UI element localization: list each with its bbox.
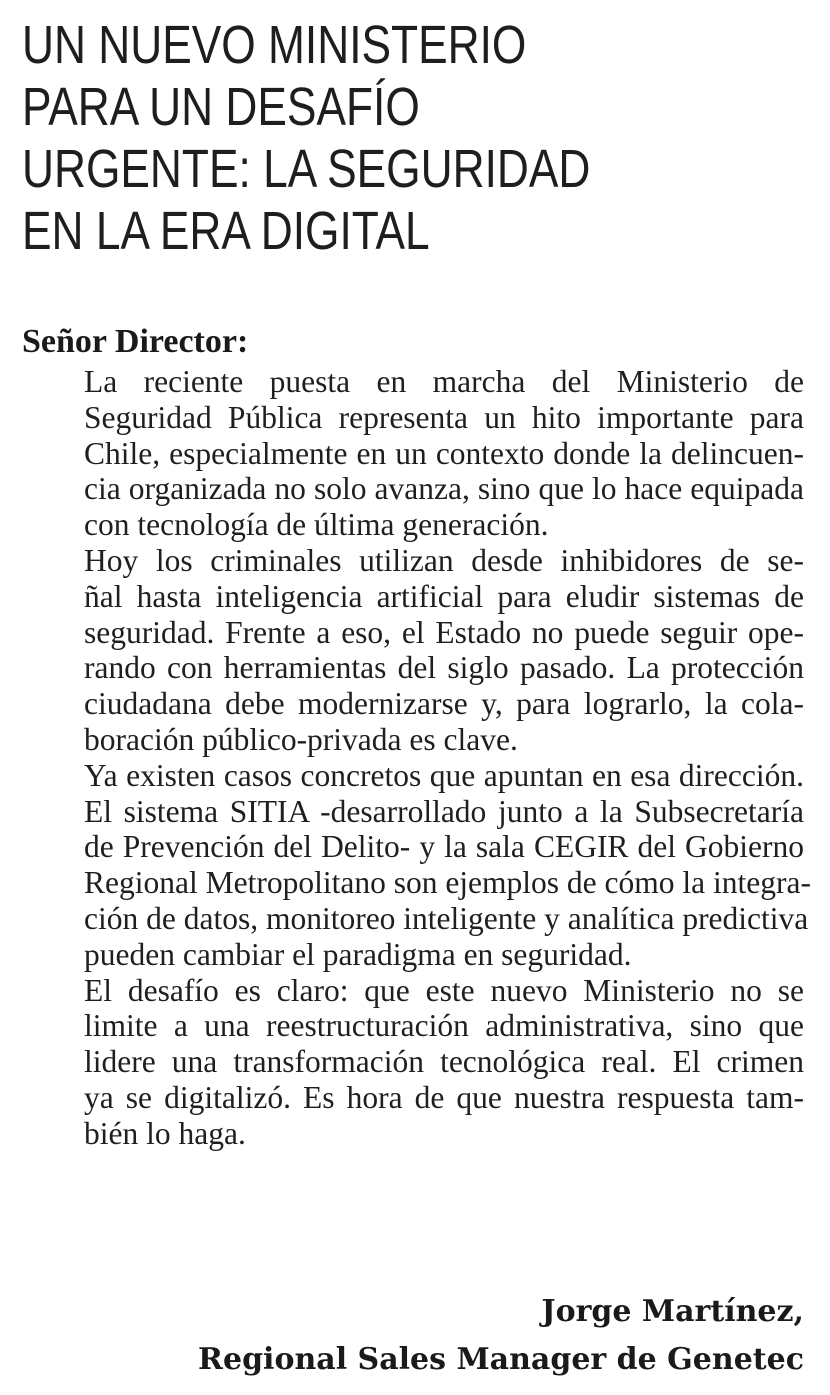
headline	[22, 14, 809, 262]
paragraph-4	[22, 973, 804, 1152]
headline-line: UN NUEVO MINISTERIO	[22, 15, 527, 75]
body-line: rando con herramientas del siglo pasado. La protección	[84, 650, 804, 686]
body-line: ya se digitalizó. Es hora de que nuestra respuesta tam-	[84, 1079, 804, 1115]
letter-body	[22, 364, 811, 1152]
body-line: lidere una transformación tecnológica real. El crimen	[84, 1044, 804, 1080]
body-line: de Prevención del Delito- y la sala CEGIR del Gobierno	[84, 829, 804, 865]
headline-line: PARA UN DESAFÍO	[22, 77, 420, 137]
body-line: Seguridad Pública representa un hito importante para	[84, 399, 804, 435]
body-line: boración público-privada es clave.	[84, 721, 518, 757]
paragraph-2	[22, 543, 804, 758]
paragraph-1	[22, 364, 804, 543]
body-line: ción de datos, monitoreo inteligente y analítica predictiva	[84, 900, 809, 936]
body-line: La reciente puesta en marcha del Ministerio de	[84, 364, 804, 399]
signature-name: Jorge Martínez,	[541, 1294, 804, 1329]
paragraph-3	[22, 757, 811, 973]
body-line: seguridad. Frente a eso, el Estado no puede seguir ope-	[84, 614, 804, 650]
headline-line: URGENTE: LA SEGURIDAD	[22, 139, 591, 199]
body-line: cia organizada no solo avanza, sino que lo hace equipada	[84, 471, 804, 507]
headline-line: EN LA ERA DIGITAL	[22, 201, 430, 261]
body-line: pueden cambiar el paradigma en seguridad.	[84, 936, 632, 972]
body-line: con tecnología de última generación.	[84, 507, 549, 543]
salutation: Señor Director:	[22, 323, 249, 360]
body-line: ciudadana debe modernizarse y, para lograrlo, la cola-	[84, 686, 804, 722]
signature-role: Regional Sales Manager de Genetec	[198, 1342, 804, 1377]
body-line: El sistema SITIA -desarrollado junto a la Subsecretaría	[84, 793, 804, 829]
body-line: limite a una reestructuración administrativa, sino que	[84, 1008, 804, 1044]
letter-page	[22, 0, 811, 1377]
body-line: Ya existen casos concretos que apuntan en esa dirección.	[84, 757, 804, 793]
body-line: El desafío es claro: que este nuevo Ministerio no se	[84, 972, 804, 1008]
body-line: Hoy los criminales utilizan desde inhibidores de se-	[84, 542, 804, 578]
body-line: Chile, especialmente en un contexto donde la delincuen-	[84, 435, 804, 471]
body-line: bién lo haga.	[84, 1115, 246, 1151]
body-line: ñal hasta inteligencia artificial para eludir sistemas de	[84, 578, 804, 614]
body-line: Regional Metropolitano son ejemplos de cómo la integra-	[84, 865, 811, 901]
